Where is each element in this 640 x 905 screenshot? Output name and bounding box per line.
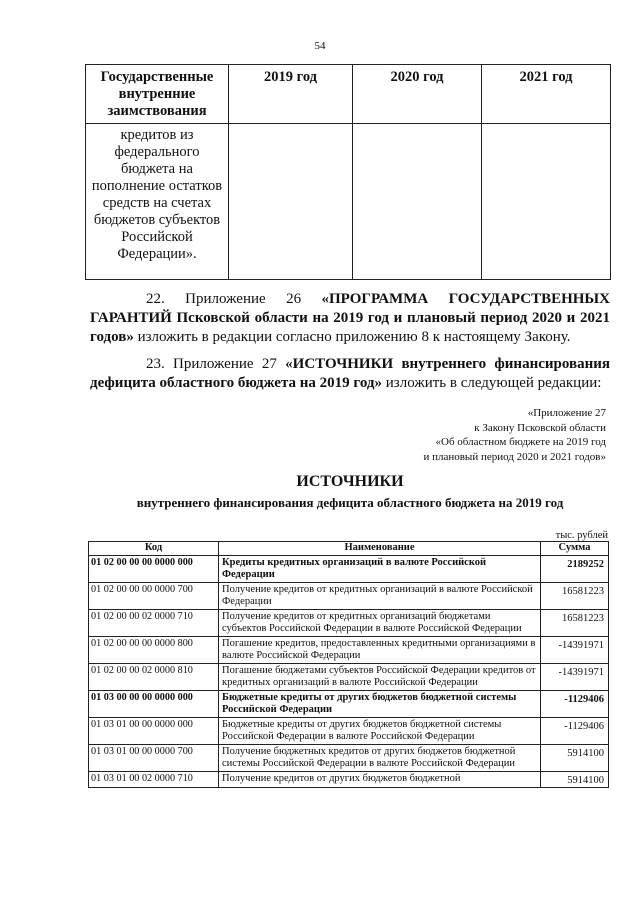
sources-subtitle: внутреннего финансирования дефицита областного бюджета на 2019 год bbox=[136, 495, 564, 510]
table-row bbox=[89, 636, 609, 663]
borrowings-cell-2019 bbox=[229, 124, 353, 280]
row-code: 01 02 00 00 02 0000 710 bbox=[89, 609, 219, 636]
page-number: 54 bbox=[314, 40, 326, 52]
row-code: 01 02 00 00 00 0000 700 bbox=[89, 582, 219, 609]
appendix-note-line: и плановый период 2020 и 2021 годов» bbox=[423, 450, 606, 463]
paragraph-23-suffix: изложить в следующей редакции: bbox=[385, 375, 602, 391]
units-label: тыс. рублей bbox=[555, 530, 608, 541]
row-sum: 16581223 bbox=[541, 582, 609, 609]
borrowings-row bbox=[86, 124, 611, 280]
row-code: 01 03 01 00 00 0000 700 bbox=[89, 744, 219, 771]
row-name: Получение кредитов от кредитных организаций бюджетами субъектов Российской Федерации в валюте Российской Федерации bbox=[219, 609, 541, 636]
borrowings-header-row bbox=[86, 65, 611, 124]
row-code: 01 03 01 00 02 0000 710 bbox=[89, 771, 219, 788]
borrowings-header-2019: 2019 год bbox=[229, 65, 353, 124]
row-name: Получение бюджетных кредитов от других бюджетов бюджетной системы Российской Федерации в валюте Российской Федерации bbox=[219, 744, 541, 771]
table-row bbox=[89, 555, 609, 582]
table-row bbox=[89, 690, 609, 717]
row-name: Получение кредитов от кредитных организаций в валюте Российской Федерации bbox=[219, 582, 541, 609]
sources-title: ИСТОЧНИКИ bbox=[296, 473, 404, 490]
paragraph-22-number: 22. bbox=[146, 291, 165, 307]
paragraph-23-number: 23. bbox=[146, 356, 165, 372]
table-row bbox=[89, 771, 609, 788]
row-sum: -1129406 bbox=[541, 690, 609, 717]
borrowings-row-text: кредитов из федерального бюджета на пополнение остатков средств на счетах бюджетов субъектов Российской Федерации». bbox=[86, 124, 229, 280]
row-code: 01 02 00 00 02 0000 810 bbox=[89, 663, 219, 690]
borrowings-header-name: Государственные внутренние заимствования bbox=[86, 65, 229, 124]
sources-header-code: Код bbox=[89, 542, 219, 556]
row-name: Кредиты кредитных организаций в валюте Российской Федерации bbox=[219, 555, 541, 582]
borrowings-cell-2020 bbox=[353, 124, 482, 280]
row-name: Бюджетные кредиты от других бюджетов бюджетной системы Российской Федерации в валюте Российской Федерации bbox=[219, 717, 541, 744]
paragraph-22 bbox=[90, 290, 610, 347]
borrowings-header-2021: 2021 год bbox=[482, 65, 611, 124]
paragraph-23-prefix: Приложение 27 bbox=[173, 356, 277, 372]
row-code: 01 02 00 00 00 0000 800 bbox=[89, 636, 219, 663]
borrowings-table bbox=[85, 64, 611, 280]
row-sum: -14391971 bbox=[541, 663, 609, 690]
appendix-note-line: «Об областном бюджете на 2019 год bbox=[435, 436, 606, 448]
row-code: 01 03 00 00 00 0000 000 bbox=[89, 690, 219, 717]
paragraph-23 bbox=[90, 355, 610, 393]
table-row bbox=[89, 717, 609, 744]
row-name: Погашение бюджетами субъектов Российской Федерации кредитов от кредитных организаций в валюте Российской Федерации bbox=[219, 663, 541, 690]
row-sum: 5914100 bbox=[541, 744, 609, 771]
sources-header-row bbox=[89, 542, 609, 556]
paragraph-23-title: «ИСТОЧНИКИ внутреннего финансирования дефицита областного бюджета на 2019 год» bbox=[90, 356, 610, 391]
row-sum: -1129406 bbox=[541, 717, 609, 744]
sources-header-name: Наименование bbox=[219, 542, 541, 556]
borrowings-header-2020: 2020 год bbox=[353, 65, 482, 124]
row-sum: -14391971 bbox=[541, 636, 609, 663]
table-row bbox=[89, 609, 609, 636]
appendix-note-line: к Закону Псковской области bbox=[474, 421, 606, 434]
table-row bbox=[89, 582, 609, 609]
borrowings-cell-2021 bbox=[482, 124, 611, 280]
appendix-note-line: «Приложение 27 bbox=[527, 407, 606, 419]
paragraph-22-title: «ПРОГРАММА ГОСУДАРСТВЕННЫХ ГАРАНТИЙ Псковской области на 2019 год и плановый период 2020 и 2021 годов» bbox=[90, 291, 610, 345]
row-name: Получение кредитов от других бюджетов бюджетной bbox=[219, 771, 541, 788]
appendix-note bbox=[306, 406, 606, 464]
sources-table bbox=[88, 541, 609, 788]
paragraph-22-suffix: изложить в редакции согласно приложению 8 к настоящему Закону. bbox=[137, 329, 571, 345]
row-sum: 16581223 bbox=[541, 609, 609, 636]
sources-header-sum: Сумма bbox=[541, 542, 609, 556]
row-sum: 2189252 bbox=[541, 555, 609, 582]
paragraph-22-prefix: Приложение 26 bbox=[185, 291, 302, 307]
table-row bbox=[89, 744, 609, 771]
row-code: 01 03 01 00 00 0000 000 bbox=[89, 717, 219, 744]
row-name: Бюджетные кредиты от других бюджетов бюджетной системы Российской Федерации bbox=[219, 690, 541, 717]
row-sum: 5914100 bbox=[541, 771, 609, 788]
row-name: Погашение кредитов, предоставленных кредитными организациями в валюте Российской Федерации bbox=[219, 636, 541, 663]
row-code: 01 02 00 00 00 0000 000 bbox=[89, 555, 219, 582]
table-row bbox=[89, 663, 609, 690]
